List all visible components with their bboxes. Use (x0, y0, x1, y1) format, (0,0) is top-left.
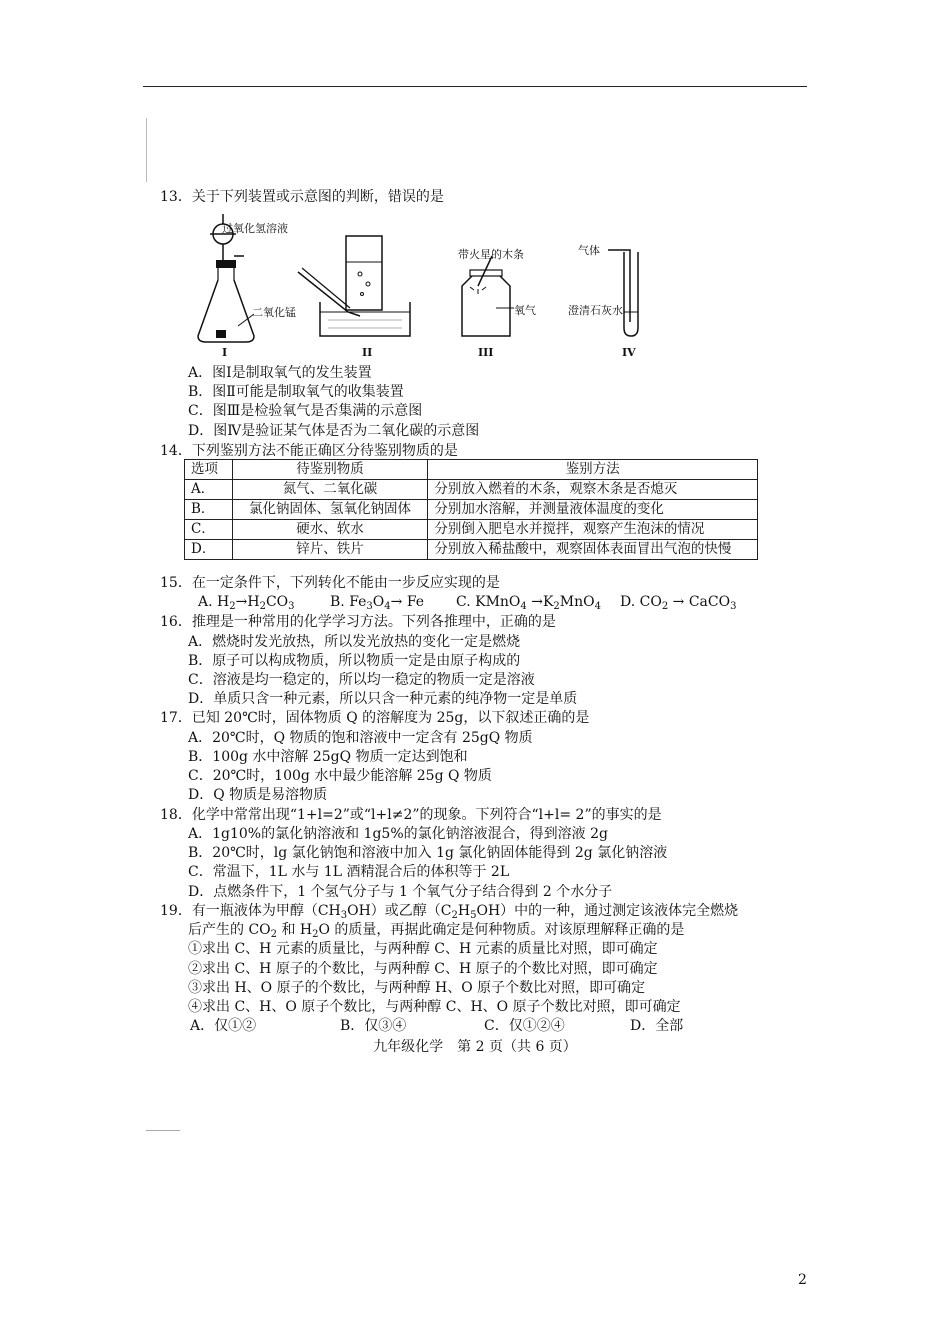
q16-option-c: C．溶液是均一稳定的，所以均一稳定的物质一定是溶液 (188, 672, 535, 688)
q15-option-a: A. $H_2\to H_2CO_3$ (198, 594, 295, 612)
q19-statement-2: ②求出 C、H 原子的个数比，与两种醇 C、H 原子的个数比对照，即可确定 (188, 961, 658, 977)
q18-option-a: A．1g10%的氯化钠溶液和 1g5%的氯化钠溶液混合，得到溶液 2g (188, 826, 608, 842)
header-option: 选项 (185, 460, 233, 480)
q17-option-b: B．100g 水中溶解 25gQ 物质一定达到饱和 (188, 749, 468, 765)
table-cell: A． (185, 480, 233, 500)
q17-option-a: A．20℃时，Q 物质的饱和溶液中一定含有 25gQ 物质 (188, 730, 533, 746)
q14-stem: 14．下列鉴别方法不能正确区分待鉴别物质的是 (160, 443, 458, 459)
q18-option-c: C．常温下，1L 水与 1L 酒精混合后的体积等于 2L (188, 864, 510, 880)
header-rule (143, 86, 807, 87)
q19-stem-line-1: 19．有一瓶液体为甲醇$(CH_3OH)$或乙醇$(C_2H_5OH)$中的一种，通过测定该液体完全燃烧 (160, 903, 739, 921)
table-row (185, 480, 758, 500)
q19-statement-3: ③求出 H、O 原子的个数比，与两种醇 H、O 原子个数比对照，即可确定 (188, 980, 646, 996)
q18-option-d: D．点燃条件下，1 个氢气分子与 1 个氧气分子结合得到 2 个水分子 (188, 884, 613, 900)
table-cell: D． (185, 540, 233, 560)
q13-option-d: D．图Ⅳ是验证某气体是否为二氧化碳的示意图 (188, 423, 480, 439)
q19-choice-a: A．仅①② (190, 1018, 257, 1034)
q19-choice-d: D．全部 (630, 1018, 684, 1034)
page-number: 2 (798, 1272, 807, 1288)
table-cell: 分别放入稀盐酸中，观察固体表面冒出气泡的快慢 (428, 540, 758, 560)
q13-option-a: A．图Ⅰ是制取氧气的发生装置 (188, 365, 372, 381)
table-cell: 锌片、铁片 (232, 540, 428, 560)
q19-stem-line-2: 后产生的 $CO_2$ 和 $H_2O$ 的质量，再据此确定是何种物质。对该原理解释正确的是 (188, 922, 685, 940)
table-header-row (185, 460, 758, 480)
figure-label-1: I (222, 346, 228, 359)
q18-option-b: B．20℃时，lg 氯化钠饱和溶液中加入 1g 氯化钠固体能得到 2g 氯化钠溶液 (188, 845, 668, 861)
label-mno2: 二氧化锰 (252, 306, 296, 319)
table-row (185, 540, 758, 560)
table-cell: B． (185, 500, 233, 520)
q15-option-c: C. KMnO$_4$ $\to K_2MnO_4$ (456, 594, 602, 612)
table-cell: C． (185, 520, 233, 540)
label-h2o2: 过氧化氢溶液 (222, 222, 288, 235)
figure-label-2: II (362, 346, 373, 359)
q15-option-b: B. $Fe_3O_4\to Fe$ (330, 594, 425, 612)
table-cell: 分别倒入肥皂水并搅拌，观察产生泡沫的情况 (428, 520, 758, 540)
table-cell: 氮气、二氧化碳 (232, 480, 428, 500)
q19-statement-1: ①求出 C、H 元素的质量比，与两种醇 C、H 元素的质量比对照，即可确定 (188, 941, 658, 957)
q16-option-d: D．单质只含一种元素，所以只含一种元素的纯净物一定是单质 (188, 691, 578, 707)
apparatus-figure-4 (600, 242, 650, 342)
header-substances: 待鉴别物质 (232, 460, 428, 480)
page-footer: 九年级化学 第 2 页（共 6 页） (373, 1039, 577, 1055)
label-gas: 气体 (578, 244, 600, 257)
header-method: 鉴别方法 (428, 460, 758, 480)
table-cell: 硬水、软水 (232, 520, 428, 540)
q15-stem: 15．在一定条件下，下列转化不能由一步反应实现的是 (160, 575, 500, 591)
q17-option-d: D．Q 物质是易溶物质 (188, 787, 328, 803)
table-row (185, 500, 758, 520)
q15-option-d: D. $CO_2$ → CaCO$_3$ (620, 594, 737, 612)
figure-label-3: III (478, 346, 494, 359)
q16-option-b: B．原子可以构成物质，所以物质一定是由原子构成的 (188, 653, 521, 669)
label-splint: 带火星的木条 (458, 248, 524, 261)
q16-stem: 16．推理是一种常用的化学学习方法。下列各推理中，正确的是 (160, 614, 556, 630)
table-cell: 分别放入燃着的木条，观察木条是否熄灭 (428, 480, 758, 500)
table-row (185, 520, 758, 540)
apparatus-figure-3 (456, 256, 526, 340)
q19-choice-b: B．仅③④ (340, 1018, 407, 1034)
scan-artifact-dash (146, 1130, 180, 1131)
q16-option-a: A．燃烧时发光放热，所以发光放热的变化一定是燃烧 (188, 634, 521, 650)
q13-option-b: B．图Ⅱ可能是制取氧气的收集装置 (188, 384, 404, 400)
label-limewater: 澄清石灰水 (568, 304, 623, 317)
q19-statement-4: ④求出 C、H、O 原子个数比，与两种醇 C、H、O 原子个数比对照，即可确定 (188, 999, 681, 1015)
label-oxygen: 氧气 (514, 304, 536, 317)
table-cell: 氯化钠固体、氢氧化钠固体 (232, 500, 428, 520)
q17-option-c: C．20℃时，100g 水中最少能溶解 25g Q 物质 (188, 768, 492, 784)
figure-label-4: IV (622, 346, 636, 359)
table-cell: 分别加水溶解，并测量液体温度的变化 (428, 500, 758, 520)
apparatus-figure-2 (298, 232, 418, 342)
q14-table (184, 459, 758, 560)
q13-stem: 13．关于下列装置或示意图的判断，错误的是 (160, 189, 444, 205)
q17-stem: 17．已知 20℃时，固体物质 Q 的溶解度为 25g，以下叙述正确的是 (160, 710, 590, 726)
q13-option-c: C．图Ⅲ是检验氧气是否集满的示意图 (188, 403, 423, 419)
q19-choice-c: C．仅①②④ (484, 1018, 565, 1034)
q18-stem: 18．化学中常常出现“1+l=2”或“l+l≠2”的现象。下列符合“l+l= 2”的事实的是 (160, 807, 662, 823)
scan-artifact (146, 118, 147, 182)
